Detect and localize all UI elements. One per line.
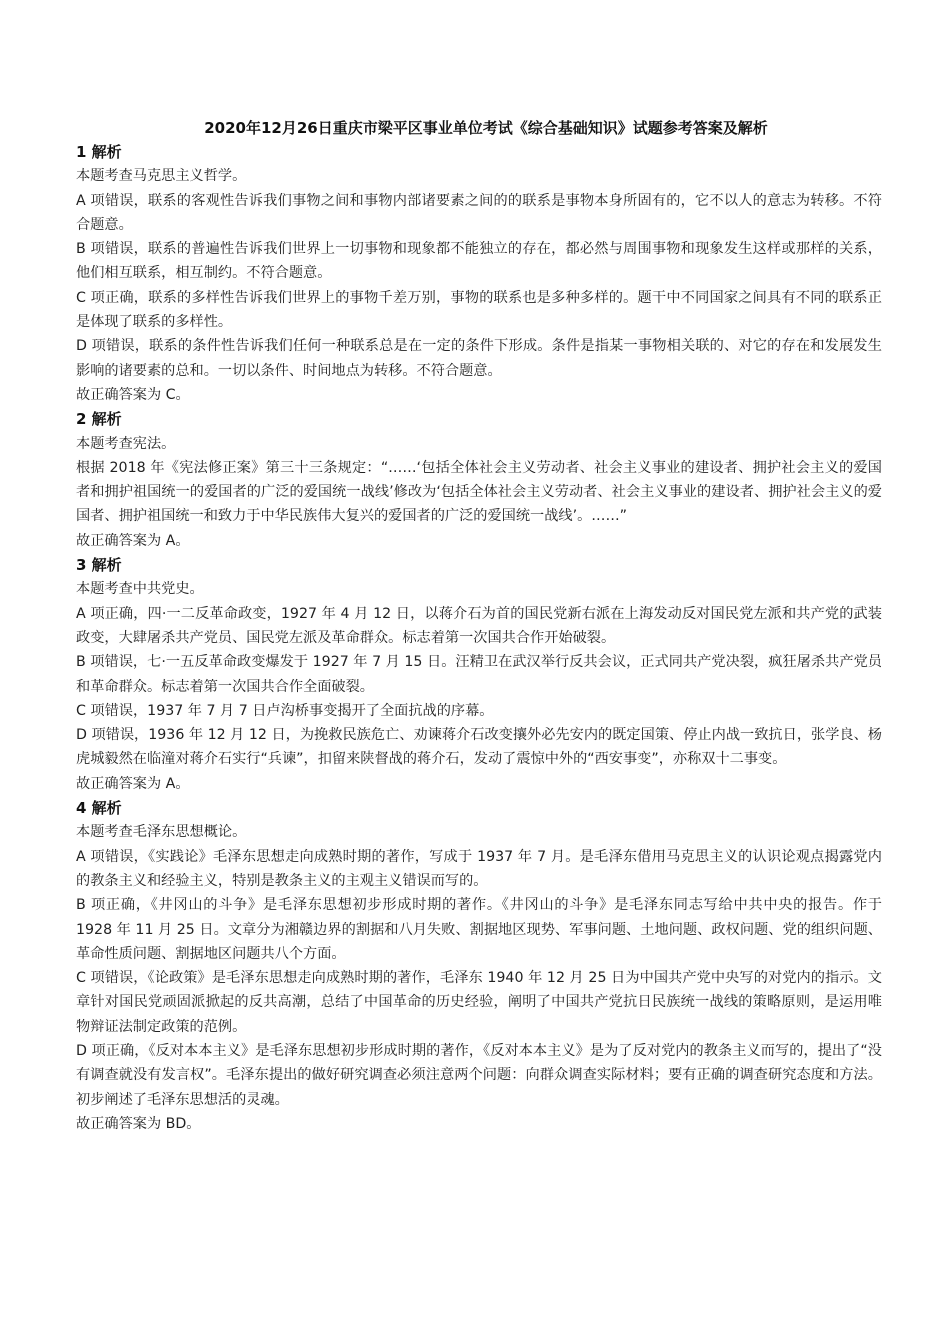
paragraph: 本题考查毛泽东思想概论。 — [76, 824, 247, 841]
paragraph: A 项错误，《实践论》毛泽东思想走向成熟时期的著作，写成于 1937 年 7 月。是毛泽东借用马克思主义的认识论观点揭露党内的教条主义和经验主义，特别是教条主义的主观主义错误而写的。 — [76, 848, 882, 889]
answer-section-2 — [76, 407, 882, 553]
answer-line: 故正确答案为 A。 — [76, 532, 190, 549]
document-title: 2020年12月26日重庆市梁平区事业单位考试《综合基础知识》试题参考答案及解析 — [204, 119, 768, 137]
section-heading: 4 解析 — [76, 799, 122, 818]
answer-line: 故正确答案为 C。 — [76, 386, 190, 403]
answer-line: 故正确答案为 A。 — [76, 775, 190, 792]
paragraph: C 项正确，联系的多样性告诉我们世界上的事物千差万别，事物的联系也是多种多样的。题干中不同国家之间具有不同的联系正是体现了联系的多样性。 — [76, 289, 882, 331]
document-page — [76, 116, 882, 1136]
paragraph: D 项错误，联系的条件性告诉我们任何一种联系总是在一定的条件下形成。条件是指某一事物相关联的、对它的存在和发展发生影响的诸要素的总和。一切以条件、时间地点为转移。不符合题意。 — [76, 338, 882, 379]
paragraph: B 项正确，《井冈山的斗争》是毛泽东思想初步形成时期的著作。《井冈山的斗争》是毛泽东同志写给中共中央的报告。作于 1928 年 11 月 25 日。文章分为湘赣边界的割据和八月失败、割据地区现势、军事问题、土地问题、政权问题、党的组织问题、革命性质问题、割据地区问题共八个方面。 — [76, 897, 882, 962]
answer-section-1 — [76, 140, 882, 407]
paragraph: B 项错误，联系的普遍性告诉我们世界上一切事物和现象都不能独立的存在，都必然与周围事物和现象发生这样或那样的关系，他们相互联系，相互制约。不符合题意。 — [76, 241, 882, 282]
paragraph: A 项错误，联系的客观性告诉我们事物之间和事物内部诸要素之间的的联系是事物本身所固有的，它不以人的意志为转移。不符合题意。 — [76, 192, 882, 233]
answer-line: 故正确答案为 BD。 — [76, 1115, 201, 1132]
paragraph: D 项正确，《反对本本主义》是毛泽东思想初步形成时期的著作，《反对本本主义》是为了反对党内的教条主义而写的，提出了“没有调查就没有发言权”。毛泽东提出的做好研究调查必须注意两个问题：向群众调查实际材料；要有正确的调查研究态度和方法。初步阐述了毛泽东思想活的灵魂。 — [76, 1042, 882, 1108]
paragraph: 根据 2018 年《宪法修正案》第三十三条规定：“……‘包括全体社会主义劳动者、社会主义事业的建设者、拥护社会主义的爱国者和拥护祖国统一的爱国者的广泛的爱国统一战线’修改为‘包括全体社会主义劳动者、社会主义事业的建设者、拥护社会主义的爱国者、拥护祖国统一和致力于中华民族伟大复兴的爱国者的广泛的爱国统一战线’。……” — [76, 459, 882, 525]
answer-section-4 — [76, 796, 882, 1136]
paragraph: 本题考查中共党史。 — [76, 581, 204, 598]
paragraph: C 项错误，《论政策》是毛泽东思想走向成熟时期的著作，毛泽东 1940 年 12 月 25 日为中国共产党中央写的对党内的指示。文章针对国民党顽固派掀起的反共高潮，总结了中国革命的历史经验，阐明了中国共产党抗日民族统一战线的策略原则，是运用唯物辩证法制定政策的范例。 — [76, 970, 882, 1035]
paragraph: C 项错误，1937 年 7 月 7 日卢沟桥事变揭开了全面抗战的序幕。 — [76, 702, 494, 719]
section-heading: 3 解析 — [76, 556, 122, 575]
paragraph: 本题考查马克思主义哲学。 — [76, 168, 247, 185]
paragraph: 本题考查宪法。 — [76, 435, 176, 452]
section-heading: 2 解析 — [76, 410, 122, 429]
paragraph: B 项错误，七·一五反革命政变爆发于 1927 年 7 月 15 日。汪精卫在武汉举行反共会议，正式同共产党决裂，疯狂屠杀共产党员和革命群众。标志着第一次国共合作全面破裂。 — [76, 654, 882, 695]
answer-section-3 — [76, 553, 882, 796]
paragraph: D 项错误，1936 年 12 月 12 日，为挽救民族危亡、劝谏蒋介石改变攘外必先安内的既定国策、停止内战一致抗日，张学良、杨虎城毅然在临潼对蒋介石实行“兵谏”，扣留来陕督战的蒋介石，发动了震惊中外的“西安事变”，亦称双十二事变。 — [76, 727, 882, 768]
paragraph: A 项正确，四·一二反革命政变，1927 年 4 月 12 日，以蒋介石为首的国民党新右派在上海发动反对国民党左派和共产党的武装政变，大肆屠杀共产党员、国民党左派及革命群众。标志着第一次国共合作开始破裂。 — [76, 605, 882, 646]
section-heading: 1 解析 — [76, 143, 122, 161]
